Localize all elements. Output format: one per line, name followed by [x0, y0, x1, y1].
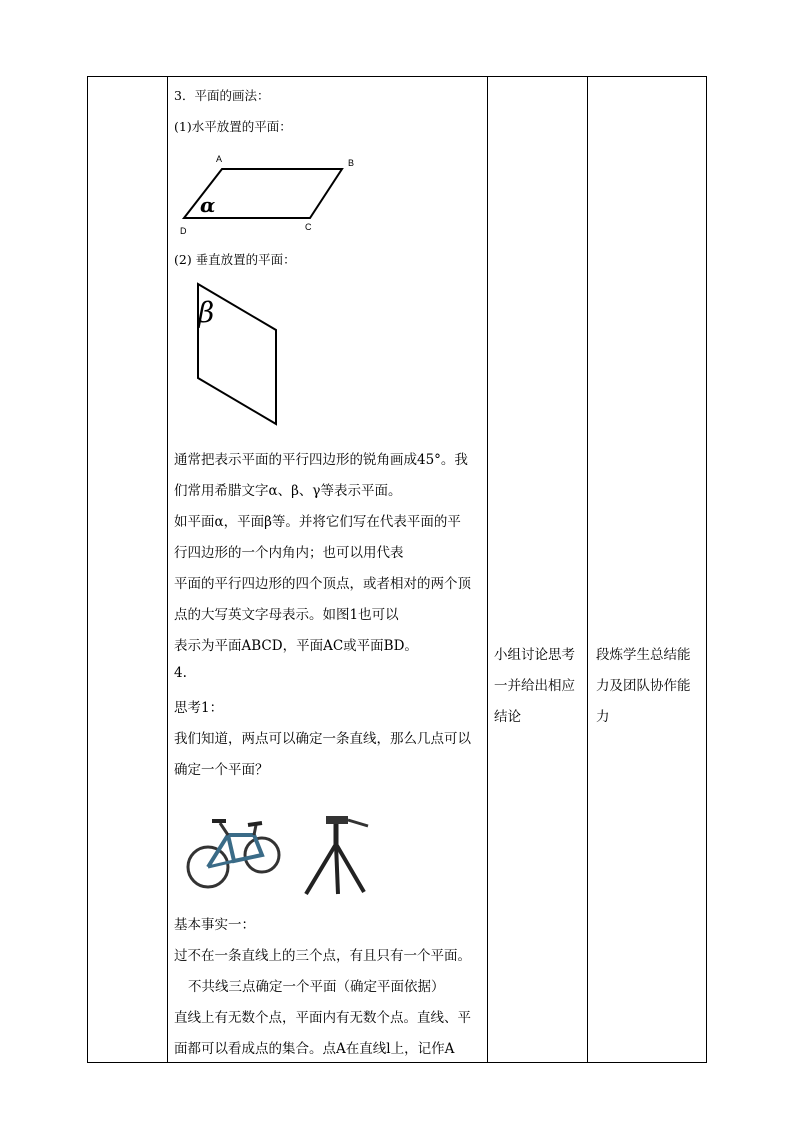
subheading-horizontal: (1)水平放置的平面： [174, 119, 292, 134]
beta-label: β [198, 296, 215, 329]
purpose-line: 力及团队协作能 [596, 678, 691, 694]
activity-column-text [494, 640, 575, 733]
activity-line: 结论 [494, 709, 521, 725]
purpose-column-text [596, 640, 691, 733]
column-divider [167, 77, 168, 1062]
fact-heading: 基本事实一： [174, 917, 255, 933]
column-divider [487, 77, 488, 1062]
activity-line: 小组讨论思考 [494, 647, 575, 663]
vertex-label-d: D [180, 226, 187, 236]
subheading-vertical: (2) 垂直放置的平面： [174, 252, 296, 267]
text-line: 不共线三点确定一个平面（确定平面依据） [188, 979, 445, 995]
text-line: 行四边形的一个内角内；也可以用代表 [174, 545, 404, 561]
purpose-line: 力 [596, 709, 610, 725]
horizontal-plane-figure [174, 150, 374, 238]
section-heading: 3．平面的画法： [174, 88, 270, 103]
text-line: 直线上有无数个点，平面内有无数个点。直线、平 [174, 1010, 471, 1026]
tripod-image [296, 812, 376, 897]
item-number: 4. [174, 665, 187, 681]
vertex-label-b: B [348, 158, 355, 168]
text-line: 过不在一条直线上的三个点，有且只有一个平面。 [174, 948, 471, 964]
text-line: 平面的平行四边形的四个顶点，或者相对的两个顶 [174, 576, 471, 592]
think-heading: 思考1： [174, 700, 224, 716]
purpose-line: 段炼学生总结能 [596, 647, 691, 663]
vertex-label-c: C [305, 222, 312, 232]
alpha-label: α [200, 193, 216, 217]
column-divider [587, 77, 588, 1062]
bicycle-image [182, 805, 282, 895]
text-line: 们常用希腊文字α、β、γ等表示平面。 [174, 483, 402, 499]
text-line: 如平面α，平面β等。并将它们写在代表平面的平 [174, 514, 461, 530]
text-line: 点的大写英文字母表示。如图1也可以 [174, 607, 399, 623]
vertex-label-a: A [216, 154, 223, 164]
text-line: 我们知道，两点可以确定一条直线，那么几点可以 [174, 731, 471, 747]
activity-line: 一并给出相应 [494, 678, 575, 694]
text-line: 面都可以看成点的集合。点A在直线l上，记作A [174, 1041, 455, 1057]
text-line: 表示为平面ABCD，平面AC或平面BD。 [174, 638, 418, 654]
vertical-plane-figure [184, 280, 284, 430]
text-line: 通常把表示平面的平行四边形的锐角画成45°。我 [174, 452, 468, 468]
text-line: 确定一个平面？ [174, 762, 269, 778]
